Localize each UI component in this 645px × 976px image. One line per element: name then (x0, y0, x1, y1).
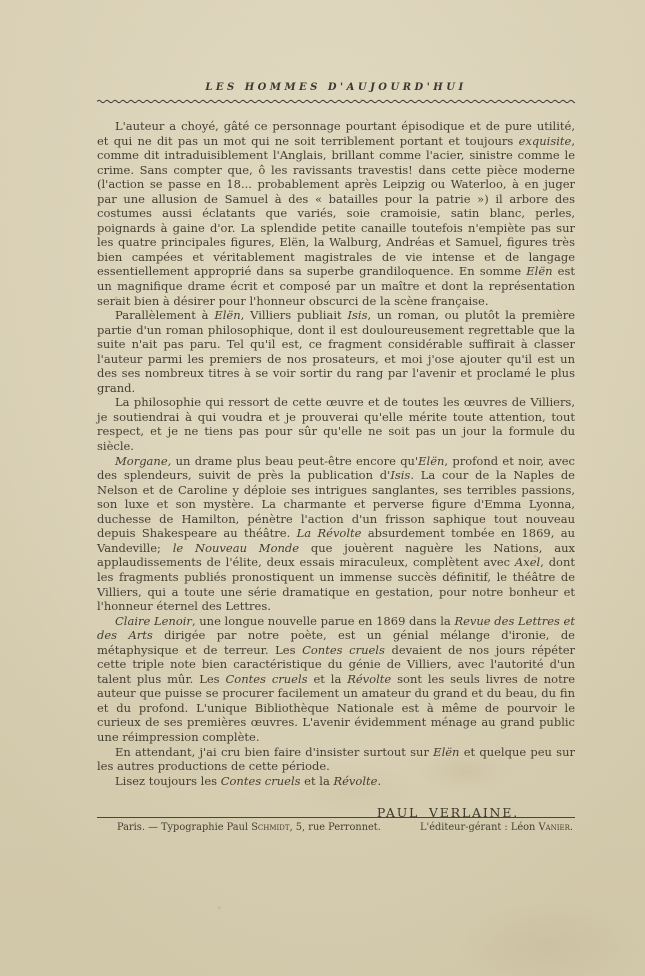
author-signature: PAUL VERLAINE. (376, 805, 519, 821)
text-segment: Schmidt (251, 822, 290, 833)
text-segment: Elën (433, 744, 460, 759)
text-segment: sont les seuls livres de notre auteur que puisse se procurer facilement un amateur du grand et du beau, du fin et du profond. L'unique Bibliothèque Nationale est à même de pourvoir le curieux de ses premières œuvres. L'avenir évidemment ménage au grand public une réimpression complète. (97, 671, 576, 744)
text-segment: , profond et noir, avec des splendeurs, suivit de près la publication d' (97, 453, 575, 483)
text-segment: En attendant, j'ai cru bien faire d'insister surtout sur (115, 744, 434, 759)
text-segment: , 5, rue Perronnet. (289, 822, 381, 833)
text-segment: devaient de nos jours répéter cette triple note bien caractéristique du génie de Villiers, avec l'autorité d'un talent plus mûr. Les (97, 642, 575, 686)
text-segment: Révolte (347, 671, 392, 686)
text-segment: et la (300, 773, 334, 788)
text-segment: dirigée par notre poète, est un génial mélange d'ironie, de métaphysique et de terreur. Les (97, 628, 575, 657)
text-segment: Contes cruels (302, 642, 385, 657)
text-segment: , une longue nouvelle parue en 1869 dans la (191, 613, 455, 628)
text-block (97, 0, 575, 820)
running-head-title: LES HOMMES D'AUJOURD'HUI (205, 82, 467, 93)
text-segment: L'auteur a choyé, gâté ce personnage pourtant épisodique et de pure utilité, et qui ne dit pas un mot qui ne soit terriblement portant et toujours (97, 119, 575, 148)
paragraph (97, 774, 575, 789)
text-segment: Paris. — Typographie Paul (117, 822, 252, 833)
text-segment: , un roman, ou plutôt la première partie d'un roman philosophique, dont il est douloureusement regrettable que la suite n'ait pas paru. Tel qu'il est, ce fragment considérable suffirait à classer l'auteur parmi les premiers de nos prosateurs, et moi j'ose ajouter qu'il est un des ses nombreux titres à se voir sortir du rang par l'avenir et proclamé le plus grand. (97, 308, 576, 395)
text-segment: Isis (347, 308, 368, 323)
text-segment: et la (307, 671, 348, 686)
text-segment: Revue des Lettres et des Arts (97, 613, 575, 643)
text-segment: Morgane, (115, 453, 172, 468)
text-segment: L'éditeur-gérant : Léon (420, 822, 539, 833)
wavy-rule-ornament (97, 99, 575, 104)
paragraph (97, 454, 575, 614)
text-segment: , dont les fragments publiés pronostiquent un immense succès définitif, le théâtre de Villiers, qui a toute une série dramatique en gestation, pour notre bonheur et l'honneur éternel des Lettres. (97, 555, 576, 614)
text-segment: Parallèlement à (115, 308, 215, 323)
text-segment: absurdement tombée en 1869, au Vandeville; (97, 526, 576, 555)
printer-imprint (97, 822, 381, 833)
text-segment: Isis (390, 468, 411, 483)
text-segment: , Villiers publiait (240, 308, 348, 323)
text-segment: Révolte (333, 773, 378, 788)
text-segment: Contes cruels (225, 671, 308, 686)
text-segment: Contes cruels (220, 773, 301, 788)
paragraph (97, 745, 575, 774)
text-segment: Axel (514, 555, 541, 570)
text-segment: Elën (526, 264, 553, 279)
text-segment: et quelque peu sur les autres productions de cette période. (97, 744, 575, 774)
text-segment: La Révolte (296, 526, 362, 541)
text-segment: Vanier (538, 822, 570, 833)
text-segment: Elën (418, 453, 445, 468)
text-segment: Elën (214, 308, 241, 323)
text-segment: exquisite (518, 133, 572, 148)
text-segment: est un magnifique drame écrit et composé par un maître et dont la représentation serait bien à désirer pour l'honneur obscurci de la scène française. (97, 264, 575, 308)
paragraph (97, 119, 575, 308)
paragraph (97, 614, 575, 745)
paragraph (97, 308, 575, 395)
text-segment: . (377, 773, 382, 788)
text-segment: que jouèrent naguère les Nations, aux applaudissements de l'élite, deux essais miraculeux, complètent avec (97, 540, 575, 570)
text-segment: Claire Lenoir (115, 613, 192, 628)
imprint-footer (97, 817, 575, 833)
text-segment: . La cour de la Naples de Nelson et de Caroline y déploie ses intrigues sanglantes, ses terribles passions, son luxe et son mystère. La charmante et perverse figure d'Emma Lyonna, duchesse de Hamilton, pénètre l'action d'un frisson saphique tout nouveau depuis Shakespeare au théâtre. (97, 468, 575, 541)
text-segment: , comme dit intraduisiblement l'Anglais, brillant comme l'acier, sinistre comme le crime. Sans compter que, ô les ravissants travestis! dans cette pièce moderne (l'action se passe en 18... probablement après Leipzig ou Waterloo, à en juger par une allusion de Samuel à des « batailles pour la patrie ») il arbore des costumes aussi éclatants que variés, soie cramoisie, satin blanc, perles, poignards à gaine d'or. La splendide petite canaille toutefois n'empiète pas sur les quatre principales figures, Elën, la Walburg, Andréas et Samuel, figures très bien campées et véritablement magistrales de vie intense et de langage essentiellement approprié dans sa superbe grandiloquence. En somme (97, 133, 575, 279)
text-segment: Lisez toujours les (115, 773, 221, 788)
text-segment: un drame plus beau peut-être encore qu' (171, 453, 419, 468)
text-segment: . (569, 822, 573, 833)
paragraph (97, 395, 575, 453)
publisher-imprint (420, 822, 575, 833)
text-segment: le Nouveau Monde (172, 540, 300, 555)
article-body (97, 119, 575, 788)
text-segment: La philosophie qui ressort de cette œuvre et de toutes les œuvres de Villiers, je soutiendrai à qui voudra et je prouverai qu'elle mérite toute attention, tout respect, et je ne tiens pas pour sûr qu'elle ne soit pas un jour la formule du siècle. (97, 395, 575, 454)
